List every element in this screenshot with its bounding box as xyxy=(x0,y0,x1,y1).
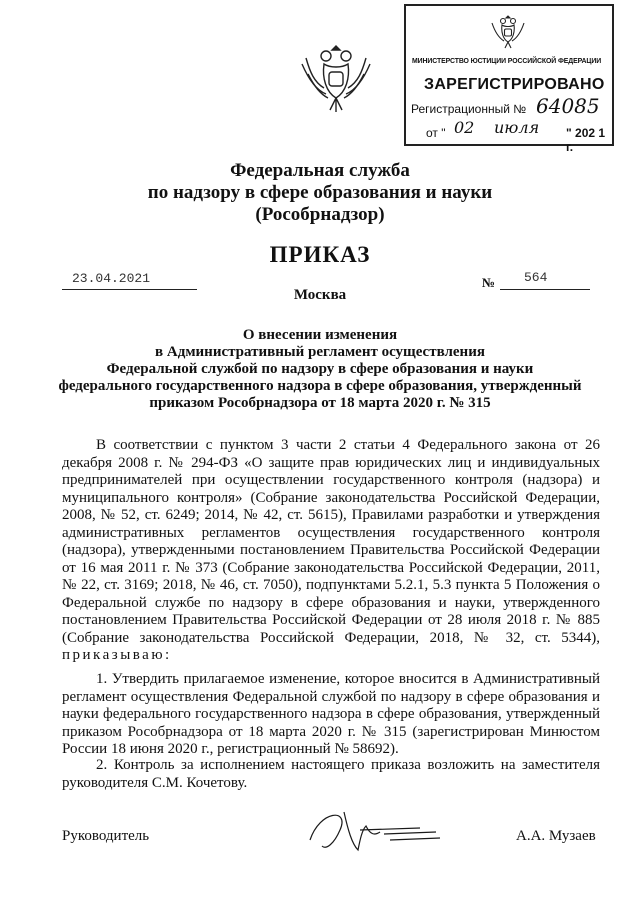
subject-line: приказом Рособрнадзора от 18 марта 2020 г. № 315 xyxy=(149,395,491,411)
org-title-line2: по надзору в сфере образования и науки xyxy=(147,182,493,203)
org-title-line3: (Рособрнадзор) xyxy=(255,204,385,225)
stamp-registered: ЗАРЕГИСТРИРОВАНО xyxy=(424,76,605,93)
subject-line: в Административный регламент осуществления xyxy=(155,344,485,360)
stamp-reg-number: 64085 xyxy=(536,94,600,118)
item-1-paragraph xyxy=(62,671,600,759)
stamp-from-label: от " xyxy=(426,126,446,140)
stamp-reg-label: Регистрационный № xyxy=(411,102,527,116)
preamble-paragraph xyxy=(62,437,600,665)
number-sign: № xyxy=(482,275,496,290)
item-2-text: 2. Контроль за исполнением настоящего приказа возложить на заместителя руководителя С.М. Кочетову. xyxy=(62,757,600,791)
coat-of-arms-icon xyxy=(488,12,528,52)
subject-line: О внесении изменения xyxy=(242,327,398,343)
order-number: 564 xyxy=(524,270,548,285)
signatory-name: А.А. Музаев xyxy=(516,828,596,844)
subject-line: Федеральной службой по надзору в сфере образования и науки xyxy=(106,361,534,377)
stamp-year: " 202 1 г. xyxy=(566,126,606,154)
stamp-month: июля xyxy=(494,118,540,137)
item-1-text: 1. Утвердить прилагаемое изменение, которое вносится в Административный регламент осуществления Федеральной службой по надзору в сфере образования и науки федерального государственного надзора в сфере образования, утвержденный приказом Рособрнадзора от 18 марта 2020 г. № 315 (зарегистрирован Минюстом России 18 июня 2020 г., регистрационный № 58692). xyxy=(62,671,600,757)
item-2-paragraph xyxy=(62,757,600,792)
order-subject xyxy=(60,327,580,412)
order-date: 23.04.2021 xyxy=(72,271,151,286)
subject-line: федерального государственного надзора в сфере образования, утвержденный xyxy=(58,378,582,394)
handwritten-signature xyxy=(300,800,450,860)
registration-stamp xyxy=(404,4,614,154)
signatory-position: Руководитель xyxy=(62,828,150,844)
coat-of-arms-icon xyxy=(298,38,374,118)
org-title-line1: Федеральная служба xyxy=(230,160,410,181)
preamble-text: В соответствии с пунктом 3 части 2 статьи 4 Федерального закона от 26 декабря 2008 г. № 294-ФЗ «О защите прав юридических лиц и индивидуальных предпринимателей при осуществлении государственного контроля (надзора) и муниципального контроля» (Собрание законодательства Российской Федерации, 2008, № 52, ст. 6249; 2014, № 42, ст. 5615), Правилами разработки и утверждения административных регламентов осуществления государственного контроля (надзора), утвержденными постановлением Правительства Российской Федерации от 16 мая 2011 г. № 373 (Собрание законодательства Российской Федерации, 2011, № 22, ст. 3169; 2018, № 46, ст. 7050), подпунктами 5.2.1, 5.3 пункта 5 Положения о Федеральной службе по надзору в сфере образования и науки, утвержденного постановлением Правительства Российской Федерации от 28 июля 2018 г. № 885 (Собрание законодательства Российской Федерации, 2018, № 32, ст. 5344), xyxy=(62,437,600,646)
stamp-ministry: МИНИСТЕРСТВО ЮСТИЦИИ РОССИЙСКОЙ ФЕДЕРАЦИИ xyxy=(412,56,602,65)
document-type: ПРИКАЗ xyxy=(269,242,371,267)
order-word: приказываю: xyxy=(62,647,172,663)
stamp-day: 02 xyxy=(454,118,475,137)
city: Москва xyxy=(293,287,347,303)
